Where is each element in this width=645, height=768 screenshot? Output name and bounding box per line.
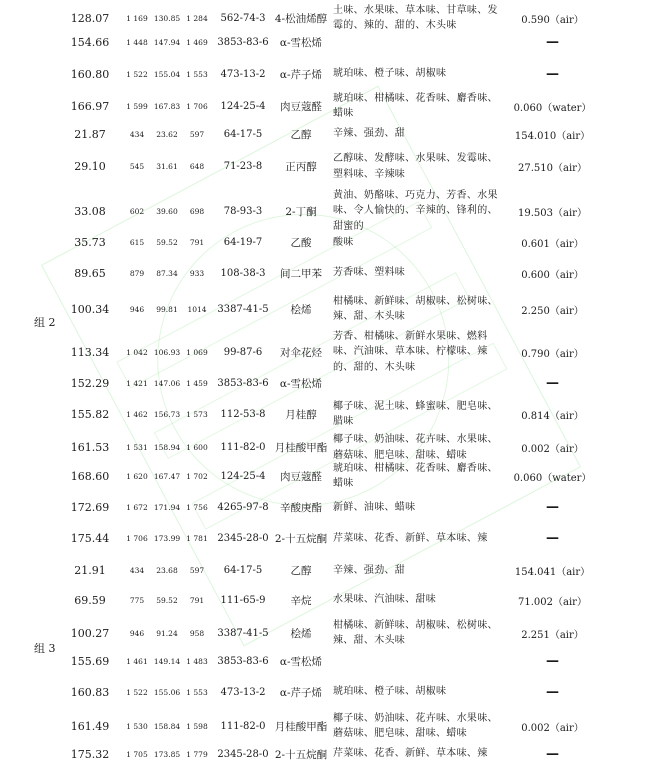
retention-time: 160.83 (70, 685, 110, 699)
retention-index-2: 648 (189, 162, 205, 171)
retention-time: 161.49 (70, 719, 110, 733)
cas-number: 124-25-4 (220, 470, 266, 482)
compound-name: 2-十五烷酮 (274, 533, 328, 545)
odor-threshold: 0.060（water） (513, 472, 592, 484)
retention-index-1: 1 462 (126, 409, 148, 419)
cas-number: 562-74-3 (220, 12, 266, 24)
retention-time-2: 87.34 (156, 268, 178, 278)
retention-index-1: 775 (129, 595, 145, 605)
odor-threshold: 0.790（air） (521, 348, 584, 360)
retention-index-2: 1 483 (186, 656, 208, 666)
cas-number: 64-19-7 (223, 237, 263, 248)
retention-time-2: 39.60 (156, 206, 178, 216)
group-label: 组 2 (34, 316, 56, 329)
retention-index-1: 1 530 (126, 721, 148, 731)
retention-time: 35.73 (74, 236, 106, 249)
cas-number: 111-65-9 (220, 594, 266, 606)
retention-index-1: 1 421 (126, 378, 148, 388)
retention-index-1: 602 (129, 206, 145, 216)
retention-index-2: 958 (189, 628, 205, 638)
odor-description: 椰子味、泥土味、蜂蜜味、肥皂味、腊味 (333, 400, 498, 427)
retention-time-2: 155.06 (153, 687, 181, 697)
table-row (0, 556, 645, 585)
retention-index-2: 1 459 (186, 378, 208, 388)
odor-description: 黄油、奶酪味、巧克力、芳香、水果味、令人愉快的、辛辣的、锋利的、甜蜜的 (333, 189, 498, 232)
table-row (0, 431, 645, 464)
retention-index-2: 1 779 (186, 749, 208, 759)
retention-index-1: 1 620 (126, 471, 148, 481)
retention-index-2: 1 553 (186, 69, 208, 79)
compound-name: α-雪松烯 (279, 36, 323, 49)
table-row (0, 227, 645, 258)
retention-index-1: 1 522 (126, 687, 148, 697)
retention-index-1: 1 531 (126, 443, 148, 452)
table-row (0, 523, 645, 554)
odor-threshold: 0.002（air） (521, 444, 584, 455)
retention-time: 155.82 (70, 407, 110, 421)
retention-time-2: 147.94 (153, 37, 181, 47)
odor-threshold: 2.251（air） (521, 629, 584, 641)
odor-threshold: 154.010（air） (514, 130, 591, 142)
retention-time: 175.44 (70, 532, 110, 545)
retention-index-2: 1 069 (186, 347, 208, 357)
retention-time-2: 147.06 (153, 378, 181, 388)
table-row (0, 740, 645, 768)
compound-name: 辛酸庚酯 (280, 502, 322, 514)
odor-description: 柑橘味、新鲜味、胡椒味、松树味、辣、甜、木头味 (333, 295, 498, 322)
retention-time: 128.07 (70, 11, 110, 25)
table-row (0, 709, 645, 743)
odor-threshold: 154.041（air） (514, 567, 591, 578)
odor-threshold: 0.590（air） (521, 14, 584, 26)
retention-index-1: 1 169 (126, 13, 148, 23)
odor-description (333, 27, 501, 57)
table-row (0, 59, 645, 89)
retention-time-2: 155.04 (153, 69, 181, 79)
retention-index-1: 1 599 (126, 101, 148, 111)
retention-time-2: 59.52 (156, 238, 178, 247)
retention-time: 175.32 (70, 747, 110, 761)
cas-number: 99-87-6 (223, 346, 263, 358)
odor-threshold: 0.601（air） (521, 239, 584, 250)
retention-index-2: 597 (189, 566, 205, 575)
compound-name: 4-松油烯醇 (274, 12, 328, 25)
odor-threshold: 2.250（air） (521, 305, 584, 317)
table-row (0, 27, 645, 57)
cas-number: 4265-97-8 (217, 502, 269, 513)
retention-index-1: 1 672 (126, 503, 148, 512)
retention-time-2: 23.62 (156, 129, 178, 139)
cas-number: 2345-28-0 (217, 533, 269, 544)
odor-threshold: 71.002（air） (518, 596, 587, 608)
odor-description: 柑橘味、新鲜味、胡椒味、松树味、辣、甜、木头味 (333, 619, 498, 646)
retention-index-1: 1 448 (126, 37, 148, 47)
cas-number: 112-53-8 (220, 408, 266, 420)
retention-index-2: 698 (189, 206, 205, 216)
retention-time-2: 158.94 (153, 443, 181, 452)
retention-index-1: 434 (129, 566, 145, 575)
odor-threshold: — (546, 500, 559, 515)
retention-index-1: 1 522 (126, 69, 148, 79)
retention-time-2: 31.61 (156, 162, 178, 171)
retention-index-2: 1 469 (186, 37, 208, 47)
cas-number: 64-17-5 (223, 565, 263, 576)
compound-name: 乙酸 (290, 237, 312, 249)
retention-index-2: 1 781 (186, 534, 208, 543)
retention-time: 21.91 (74, 564, 106, 577)
odor-threshold: 19.503（air） (518, 207, 587, 219)
retention-time: 161.53 (70, 441, 110, 454)
odor-threshold: 0.002（air） (521, 722, 584, 734)
cas-number: 3853-83-6 (217, 655, 269, 667)
retention-time: 21.87 (74, 127, 106, 141)
retention-time: 100.27 (70, 626, 110, 640)
retention-time: 33.08 (74, 204, 106, 218)
retention-index-1: 1 042 (126, 347, 148, 357)
table-row (0, 585, 645, 615)
retention-time: 152.29 (70, 376, 110, 390)
compound-name: 乙醇 (290, 128, 312, 141)
retention-index-1: 545 (129, 162, 145, 171)
cas-number: 2345-28-0 (217, 748, 269, 760)
compound-name: 月桂酸甲酯 (274, 442, 328, 454)
retention-time: 166.97 (70, 99, 110, 113)
retention-index-1: 1 706 (126, 534, 148, 543)
odor-threshold: — (546, 746, 559, 762)
table-row (0, 492, 645, 523)
cas-number: 3387-41-5 (217, 303, 269, 315)
odor-threshold: — (546, 66, 559, 82)
odor-threshold: 0.600（air） (521, 269, 584, 281)
retention-index-1: 946 (129, 304, 145, 314)
odor-description: 辛辣、强劲、甜 (333, 564, 406, 576)
group-row (0, 313, 645, 331)
odor-description: 琥珀味、柑橘味、花香味、麝香味、蜡味 (333, 462, 498, 489)
retention-time-2: 91.24 (156, 628, 178, 638)
cas-number: 64-17-5 (223, 128, 263, 140)
odor-description: 椰子味、奶油味、花卉味、水果味、蘑菇味、肥皂味、甜味、蜡味 (333, 434, 498, 461)
compound-name: 乙醇 (290, 565, 312, 577)
retention-time: 69.59 (74, 593, 106, 607)
odor-description: 芹菜味、花香、新鲜、草本味、辣 (333, 532, 488, 544)
retention-time: 160.80 (70, 67, 110, 81)
retention-index-1: 946 (129, 628, 145, 638)
odor-description: 水果味、汽油味、甜味 (333, 594, 436, 606)
odor-description (333, 368, 501, 398)
cas-number: 473-13-2 (220, 686, 266, 698)
retention-time-2: 156.73 (153, 409, 181, 419)
compound-name: 月桂酸甲酯 (274, 720, 328, 733)
retention-index-2: 1 706 (186, 101, 208, 111)
compound-name: α-雪松烯 (279, 655, 323, 668)
retention-time-2: 171.94 (153, 503, 181, 512)
retention-time-2: 167.47 (153, 471, 181, 481)
retention-index-1: 615 (129, 238, 145, 247)
table-row (0, 150, 645, 183)
retention-index-1: 1 461 (126, 656, 148, 666)
retention-index-2: 1 284 (186, 13, 208, 23)
retention-index-2: 1 600 (186, 443, 208, 452)
retention-index-2: 1 756 (186, 503, 208, 512)
odor-threshold: 0.814（air） (521, 410, 584, 422)
retention-index-2: 597 (189, 129, 205, 139)
cas-number: 124-25-4 (220, 100, 266, 112)
cas-number: 3387-41-5 (217, 627, 269, 639)
table-row (0, 461, 645, 491)
table-row (0, 258, 645, 288)
compound-name: 对伞花烃 (280, 346, 322, 359)
retention-time: 168.60 (70, 469, 110, 483)
cas-number: 473-13-2 (220, 68, 266, 80)
compound-name: 正丙醇 (285, 161, 317, 173)
compound-name: α-雪松烯 (279, 377, 323, 390)
odor-description: 椰子味、奶油味、花卉味、水果味、蘑菇味、肥皂味、甜味、蜡味 (333, 712, 498, 739)
odor-threshold: — (546, 34, 559, 50)
group-row (0, 639, 645, 657)
compound-name: 桧烯 (290, 627, 312, 640)
table-row (0, 676, 645, 708)
group-label: 组 3 (34, 642, 56, 655)
odor-description: 酸味 (333, 236, 354, 248)
retention-time-2: 130.85 (153, 13, 181, 23)
odor-description: 芹菜味、花香、新鲜、草本味、辣 (333, 748, 488, 760)
retention-index-2: 791 (189, 595, 205, 605)
retention-index-2: 1 553 (186, 687, 208, 697)
retention-index-2: 1014 (187, 304, 207, 314)
retention-time-2: 99.81 (156, 304, 178, 314)
odor-description: 土味、水果味、草本味、甘草味、发霉的、辣的、甜的、木头味 (333, 4, 498, 31)
compound-name: 月桂醇 (285, 408, 317, 421)
retention-time-2: 158.84 (153, 721, 181, 731)
odor-threshold: 0.060（water） (513, 102, 592, 114)
retention-index-2: 1 573 (186, 409, 208, 419)
odor-description: 芳香味、塑料味 (333, 267, 406, 279)
retention-index-2: 1 598 (186, 721, 208, 731)
retention-index-2: 1 702 (186, 471, 208, 481)
odor-description: 芳香、柑橘味、新鲜水果味、燃料味、汽油味、草本味、柠檬味、辣的、甜的、木头味 (333, 330, 488, 373)
table-row (0, 368, 645, 398)
retention-time-2: 149.14 (153, 656, 181, 666)
retention-time-2: 173.85 (153, 749, 181, 759)
compound-name: 辛烷 (290, 594, 312, 607)
table-row (0, 190, 645, 232)
cas-number: 71-23-8 (223, 161, 263, 172)
retention-index-2: 791 (189, 238, 205, 247)
odor-threshold: — (546, 653, 559, 669)
table-row (0, 90, 645, 122)
retention-index-1: 1 705 (126, 749, 148, 759)
odor-description: 新鲜、油味、蜡味 (333, 501, 416, 513)
odor-threshold: — (546, 375, 559, 391)
table-row (0, 398, 645, 430)
cas-number: 3853-83-6 (217, 36, 269, 48)
compound-name: 桧烯 (290, 303, 312, 316)
retention-time: 113.34 (70, 345, 110, 359)
odor-description: 乙醇味、发酵味、水果味、发霉味、塑料味、辛辣味 (333, 153, 498, 180)
odor-description: 琥珀味、橙子味、胡椒味 (333, 68, 447, 80)
retention-index-2: 933 (189, 268, 205, 278)
retention-time: 29.10 (74, 160, 106, 173)
odor-description: 琥珀味、橙子味、胡椒味 (333, 686, 447, 698)
compound-name: α-芹子烯 (279, 686, 323, 699)
cas-number: 108-38-3 (220, 267, 266, 279)
retention-index-1: 434 (129, 129, 145, 139)
odor-threshold: 27.510（air） (518, 163, 587, 174)
retention-time: 89.65 (74, 266, 106, 280)
cas-number: 3853-83-6 (217, 377, 269, 389)
retention-time-2: 23.68 (156, 566, 178, 575)
cas-number: 111-82-0 (220, 442, 266, 453)
compound-name: α-芹子烯 (279, 68, 323, 81)
odor-threshold: — (546, 684, 559, 700)
compound-name: 2-十五烷酮 (274, 748, 328, 761)
retention-time-2: 167.83 (153, 101, 181, 111)
cas-number: 78-93-3 (223, 205, 263, 217)
retention-time-2: 173.99 (153, 534, 181, 543)
retention-time: 172.69 (70, 501, 110, 514)
retention-time: 100.34 (70, 302, 110, 316)
compound-name: 肉豆蔻醛 (280, 470, 322, 483)
odor-threshold: — (546, 531, 559, 546)
retention-time-2: 59.52 (156, 595, 178, 605)
compound-name: 间二甲苯 (280, 267, 322, 280)
retention-time: 154.66 (70, 35, 110, 49)
retention-index-1: 879 (129, 268, 145, 278)
table-row (0, 119, 645, 149)
compound-name: 2-丁酮 (285, 205, 317, 218)
odor-description: 琥珀味、柑橘味、花香味、麝香味、蜡味 (333, 92, 498, 119)
compound-name: 肉豆蔻醛 (280, 100, 322, 113)
retention-time: 155.69 (70, 654, 110, 668)
odor-description: 辛辣、强劲、甜 (333, 128, 406, 140)
cas-number: 111-82-0 (220, 720, 266, 732)
retention-time-2: 106.93 (153, 347, 181, 357)
